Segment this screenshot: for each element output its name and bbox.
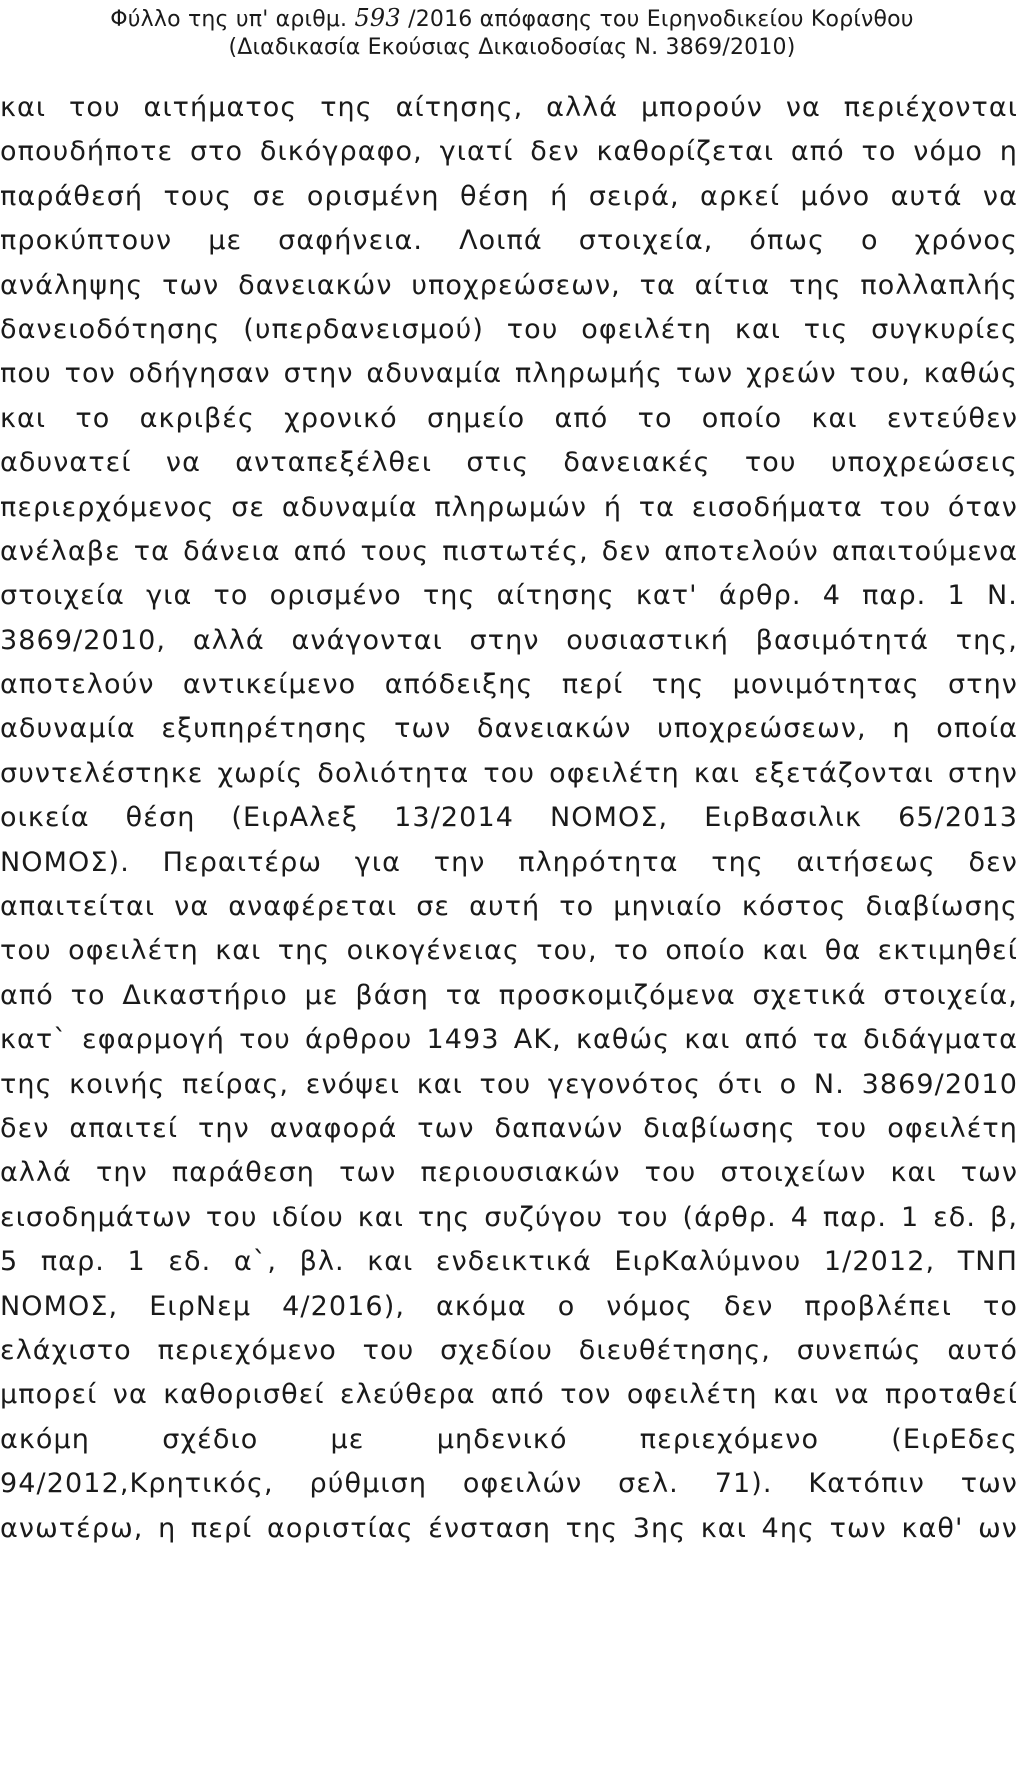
text-line: παράθεσή τους σε ορισμένη θέση ή σειρά, αρκεί μόνο αυτά να	[0, 180, 1018, 212]
text-line: οπουδήποτε στο δικόγραφο, γιατί δεν καθορίζεται από το νόμο η	[0, 136, 1018, 168]
text-line: συντελέστηκε χωρίς δολιότητα του οφειλέτη και εξετάζονται στην	[0, 757, 1018, 789]
header-suffix: /2016 απόφασης του Ειρηνοδικείου Κορίνθου	[408, 7, 914, 32]
text-line: στοιχεία για το ορισμένο της αίτησης κατ' άρθρ. 4 παρ. 1 Ν.	[0, 580, 1018, 612]
text-line: αποτελούν αντικείμενο απόδειξης περί της μονιμότητας στην	[0, 669, 1018, 701]
text-line: και το ακριβές χρονικό σημείο από το οποίο και εντεύθεν	[0, 402, 1018, 434]
text-line: μπορεί να καθορισθεί ελεύθερα από τον οφειλέτη και να προταθεί	[0, 1379, 1018, 1411]
header-line-2: (Διαδικασία Εκούσιας Δικαιοδοσίας Ν. 3869/2010)	[228, 35, 796, 60]
text-line: 3869/2010, αλλά ανάγονται στην ουσιαστική βασιμότητά της,	[0, 624, 1018, 656]
text-line: που τον οδήγησαν στην αδυναμία πληρωμής των χρεών του, καθώς	[0, 358, 1018, 390]
text-line: ανάληψης των δανειακών υποχρεώσεων, τα αίτια της πολλαπλής	[0, 269, 1018, 301]
text-line: ανέλαβε τα δάνεια από τους πιστωτές, δεν αποτελούν απαιτούμενα	[0, 535, 1018, 567]
body-text	[0, 86, 1018, 1551]
text-line: κατ` εφαρμογή του άρθρου 1493 ΑΚ, καθώς και από τα διδάγματα	[0, 1024, 1018, 1056]
text-line: οικεία θέση (ΕιρΑλεξ 13/2014 ΝΟΜΟΣ, ΕιρΒασιλικ 65/2013	[0, 802, 1018, 834]
text-line: από το Δικαστήριο με βάση τα προσκομιζόμενα σχετικά στοιχεία,	[0, 979, 1018, 1011]
text-line: 94/2012,Κρητικός, ρύθμιση οφειλών σελ. 71). Κατόπιν των	[0, 1468, 1018, 1500]
text-line: εισοδημάτων του ιδίου και της συζύγου του (άρθρ. 4 παρ. 1 εδ. β,	[0, 1201, 1018, 1233]
text-line: προκύπτουν με σαφήνεια. Λοιπά στοιχεία, όπως ο χρόνος	[0, 225, 1018, 257]
text-line: του οφειλέτη και της οικογένειας του, το οποίο και θα εκτιμηθεί	[0, 935, 1018, 967]
text-line: ΝΟΜΟΣ). Περαιτέρω για την πληρότητα της αιτήσεως δεν	[0, 846, 1018, 878]
text-line: περιερχόμενος σε αδυναμία πληρωμών ή τα εισοδήματα του όταν	[0, 491, 1018, 523]
text-line: αδυνατεί να ανταπεξέλθει στις δανειακές του υποχρεώσεις	[0, 447, 1018, 479]
text-line: αλλά την παράθεση των περιουσιακών του στοιχείων και των	[0, 1157, 1018, 1189]
text-line: της κοινής πείρας, ενόψει και του γεγονότος ότι ο Ν. 3869/2010	[0, 1068, 1018, 1100]
text-line: ανωτέρω, η περί αοριστίας ένσταση της 3ης και 4ης των καθ' ων	[0, 1512, 1018, 1544]
text-line: δανειοδότησης (υπερδανεισμού) του οφειλέτη και τις συγκυρίες	[0, 313, 1018, 345]
text-line: ελάχιστο περιεχόμενο του σχεδίου διευθέτησης, συνεπώς αυτό	[0, 1334, 1018, 1366]
text-line: δεν απαιτεί την αναφορά των δαπανών διαβίωσης του οφειλέτη	[0, 1112, 1018, 1144]
text-line: και του αιτήματος της αίτησης, αλλά μπορούν να περιέχονται	[0, 92, 1018, 123]
text-line: 5 παρ. 1 εδ. α`, βλ. και ενδεικτικά ΕιρΚαλύμνου 1/2012, ΤΝΠ	[0, 1246, 1018, 1278]
text-line: ΝΟΜΟΣ, ΕιρΝεμ 4/2016), ακόμα ο νόμος δεν προβλέπει το	[0, 1290, 1018, 1322]
handwritten-decision-number: 593	[354, 4, 401, 32]
header-line-1	[0, 4, 1024, 34]
text-line: απαιτείται να αναφέρεται σε αυτή το μηνιαίο κόστος διαβίωσης	[0, 891, 1018, 923]
header-prefix: Φύλλο της υπ' αριθμ.	[110, 7, 348, 32]
text-line: αδυναμία εξυπηρέτησης των δανειακών υποχρεώσεων, η οποία	[0, 713, 1018, 745]
text-line: ακόμη σχέδιο με μηδενικό περιεχόμενο (ΕιρΕδες	[0, 1423, 1018, 1455]
page-header	[0, 4, 1024, 62]
